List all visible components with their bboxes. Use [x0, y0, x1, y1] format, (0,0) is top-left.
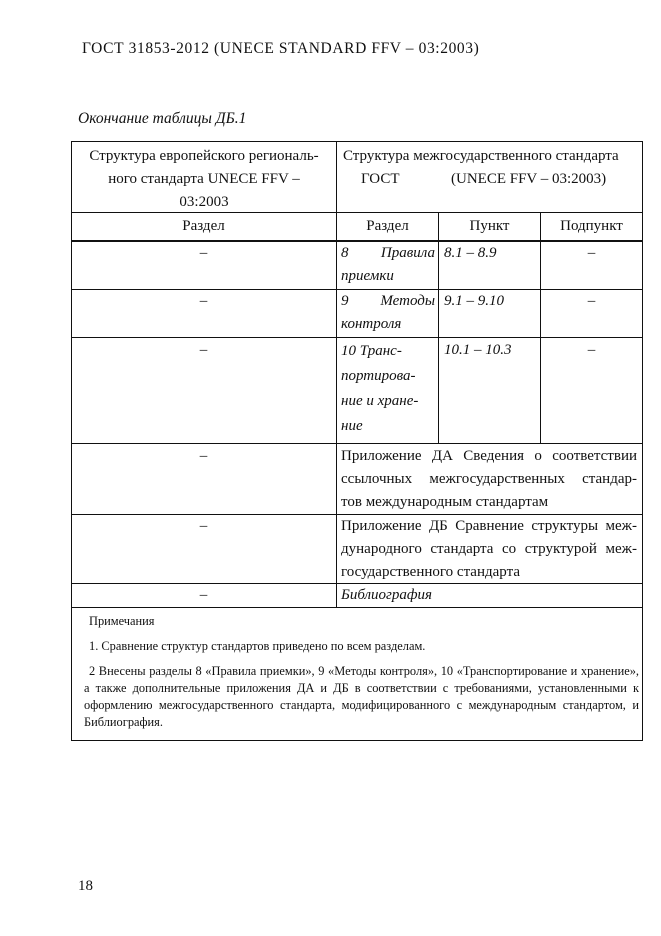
- header-european-structure: Структура европейского региональ- ного стандарта UNECE FFV – 03:2003: [89, 148, 319, 210]
- table-cell-left: –: [199, 245, 208, 261]
- header-interstate-structure: Структура межгосударственного стандарта ГОСТ (UNECE FFV – 03:2003): [343, 148, 619, 187]
- table-cell-left: –: [199, 293, 208, 309]
- header-col-section: Раздел: [366, 218, 409, 234]
- table-column-divider: [438, 212, 439, 444]
- document-header: ГОСТ 31853-2012 (UNECE STANDARD FFV – 03:2003): [82, 40, 480, 57]
- table-cell-point: 8.1 – 8.9: [444, 245, 497, 261]
- table-cell-subpoint: –: [587, 293, 596, 309]
- table-cell-left: –: [199, 587, 208, 603]
- table-cell-subpoint: –: [587, 342, 596, 358]
- table-border-right: [642, 141, 643, 741]
- note-2: 2 Внесены разделы 8 «Правила приемки», 9 «Методы контроля», 10 «Транспортирование и хранение», а также дополнительные приложения ДА и ДБ в соответствии с требованиями, установленными к оформлению межгосударственного стандарта, модифицированного с международным стандартом, и Библиография.: [84, 664, 639, 729]
- header-col-subpoint: Подпункт: [560, 218, 623, 234]
- table-line: [71, 607, 643, 608]
- table-cell-section: 8 Правила приемки: [341, 245, 435, 284]
- header-col-point: Пункт: [469, 218, 510, 234]
- table-cell-point: 10.1 – 10.3: [444, 342, 512, 358]
- bibliography-cell: Библиография: [341, 587, 433, 603]
- table-line: [71, 443, 643, 444]
- table-cell-point: 9.1 – 9.10: [444, 293, 504, 309]
- table-cell-left: –: [199, 342, 208, 358]
- table-cell-section: 10 Транс- портирова- ние и хране- ние: [341, 343, 419, 434]
- header-col-section-left: Раздел: [182, 218, 225, 234]
- appendix-da-cell: Приложение ДА Сведения о соответствии ссылочных межгосударственных стандар- тов международным стандартам: [341, 448, 637, 510]
- notes-title: Примечания: [89, 614, 155, 628]
- table-cell-subpoint: –: [587, 245, 596, 261]
- table-cell-section: 9 Методы контроля: [341, 293, 435, 332]
- table-border-bottom: [71, 740, 643, 741]
- note-1: 1. Сравнение структур стандартов приведено по всем разделам.: [89, 639, 426, 653]
- table-cell-left: –: [199, 518, 208, 534]
- table-line: [71, 337, 643, 338]
- table-caption: Окончание таблицы ДБ.1: [78, 110, 247, 127]
- table-border-top: [71, 141, 643, 142]
- appendix-db-cell: Приложение ДБ Сравнение структуры меж- дународного стандарта со структурой меж- государственного стандарта: [341, 518, 637, 580]
- page-number: 18: [78, 878, 93, 894]
- table-column-divider: [336, 141, 337, 607]
- table-cell-left: –: [199, 448, 208, 464]
- table-notes: [84, 613, 639, 731]
